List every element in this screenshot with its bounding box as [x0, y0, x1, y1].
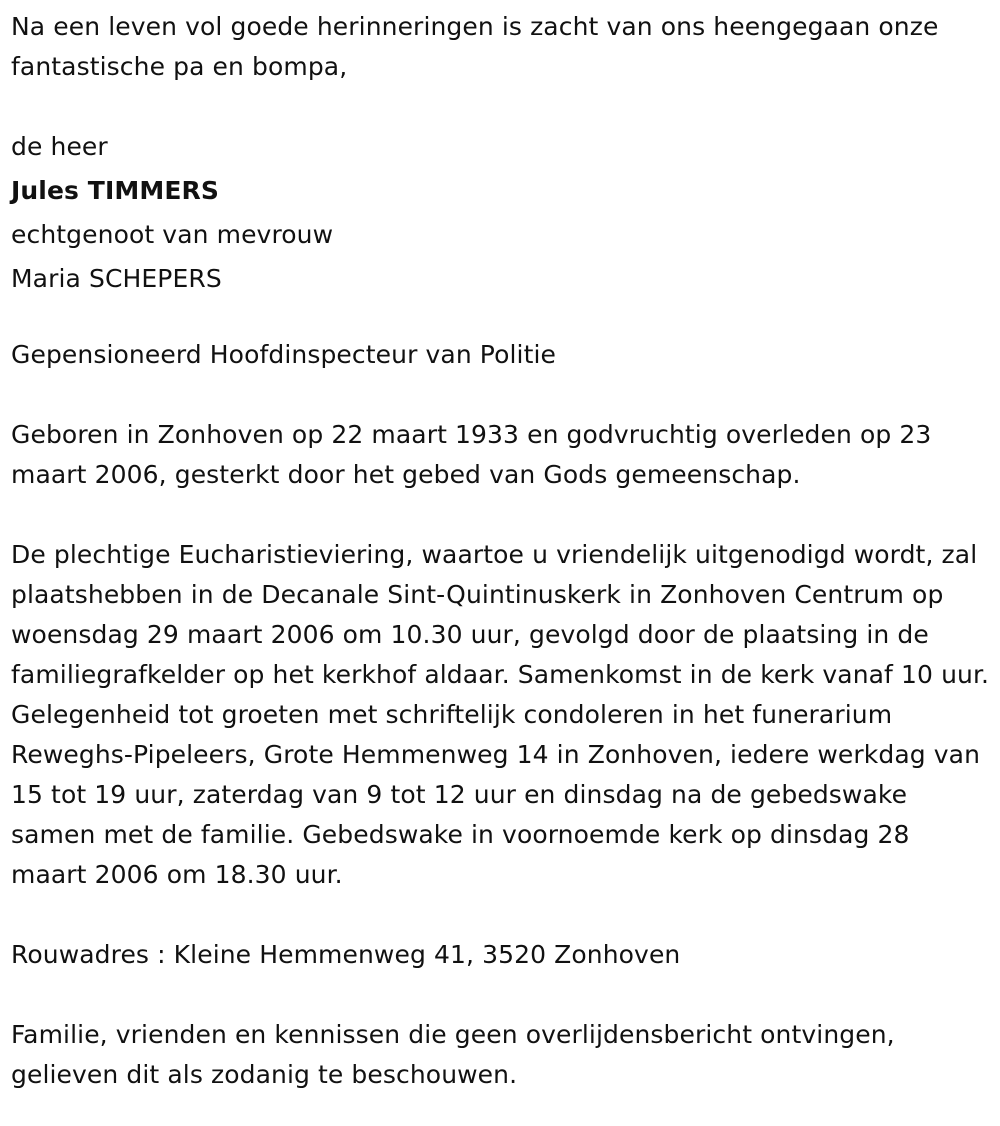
- intro-paragraph: Na een leven vol goede herinneringen is zacht van ons heengegaan onze fantastische pa en bompa,: [11, 12, 939, 81]
- birth-death-paragraph: Geboren in Zonhoven op 22 maart 1933 en godvruchtig overleden op 23 maart 2006, gesterkt door het gebed van Gods gemeenschap.: [11, 420, 932, 489]
- spouse-name: Maria SCHEPERS: [11, 264, 222, 293]
- deceased-name: Jules TIMMERS: [11, 176, 219, 205]
- mourning-address: Rouwadres : Kleine Hemmenweg 41, 3520 Zonhoven: [11, 940, 681, 969]
- spacer: [11, 87, 993, 127]
- spacer: [11, 303, 993, 335]
- spouse-relation: echtgenoot van mevrouw: [11, 220, 334, 249]
- closing-paragraph: Familie, vrienden en kennissen die geen overlijdensbericht ontvingen, gelieven dit als zodanig te beschouwen.: [11, 1020, 895, 1089]
- obituary-document: [11, 7, 993, 1095]
- ceremony-paragraph: De plechtige Eucharistieviering, waartoe u vriendelijk uitgenodigd wordt, zal plaatshebben in de Decanale Sint-Quintinuskerk in Zonhoven Centrum op woensdag 29 maart 2006 om 10.30 uur, gevolgd door de plaatsing in de familiegrafkelder op het kerkhof aldaar. Samenkomst in de kerk vanaf 10 uur. Gelegenheid tot groeten met schriftelijk condoleren in het funerarium Reweghs-Pipeleers, Grote Hemmenweg 14 in Zonhoven, iedere werkdag van 15 tot 19 uur, zaterdag van 9 tot 12 uur en dinsdag na de gebedswake samen met de familie. Gebedswake in voornoemde kerk op dinsdag 28 maart 2006 om 18.30 uur.: [11, 540, 990, 889]
- profession: Gepensioneerd Hoofdinspecteur van Politie: [11, 340, 557, 369]
- spacer: [11, 975, 993, 1015]
- spacer: [11, 375, 993, 415]
- spacer: [11, 495, 993, 535]
- spacer: [11, 895, 993, 935]
- title-prefix: de heer: [11, 132, 108, 161]
